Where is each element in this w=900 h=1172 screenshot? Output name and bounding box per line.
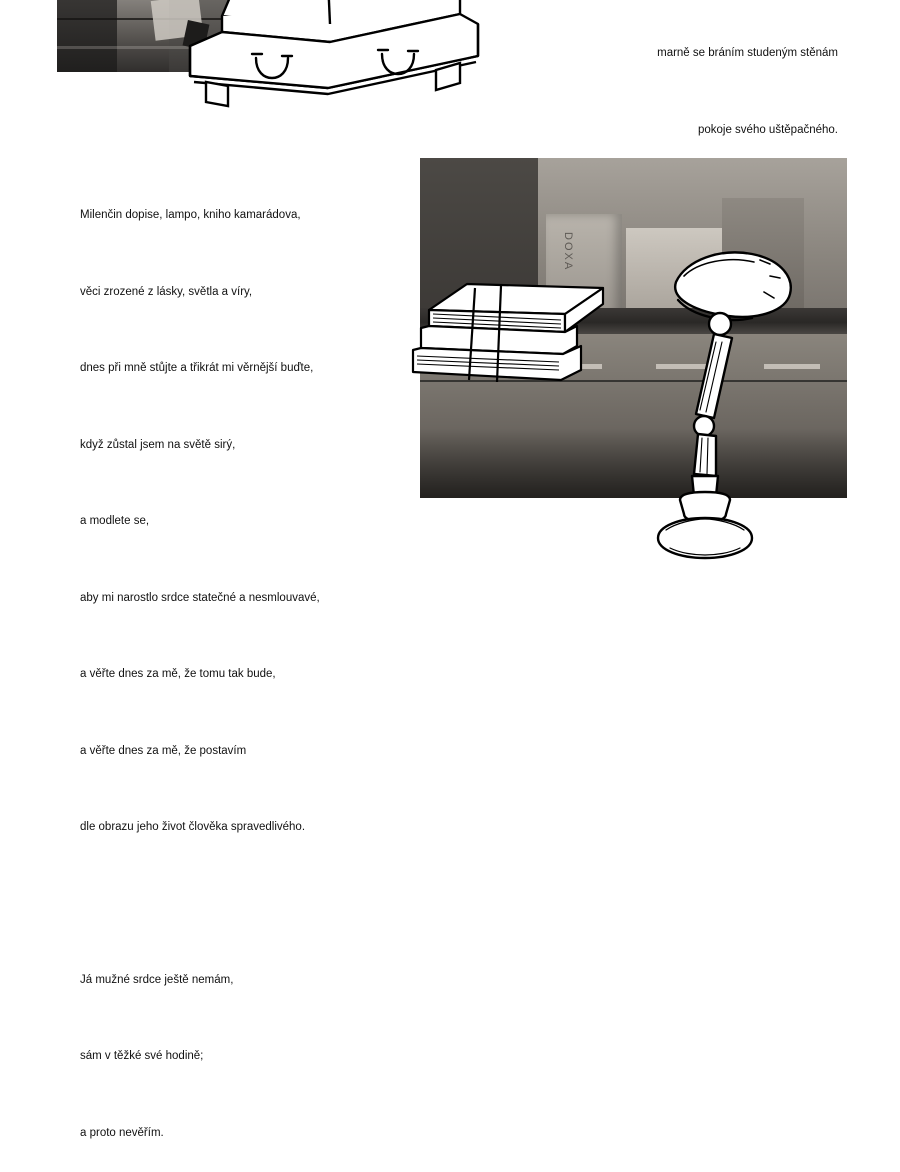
poem-line: sám v těžké své hodině;	[80, 1050, 204, 1062]
poem-line: aby mi narostlo srdce statečné a nesmlouvavé,	[80, 591, 320, 604]
coffin-drawing	[160, 0, 520, 135]
poem-line: Milenčin dopise, lampo, kniho kamarádova,	[80, 209, 301, 221]
poem-line: marně se bráním studeným stěnám	[657, 47, 838, 59]
poem-line: a proto nevěřím.	[80, 1126, 164, 1139]
poem-line: a modlete se,	[80, 515, 150, 527]
poem-line: Já mužné srdce ještě nemám,	[80, 973, 234, 986]
box-label: DOXA	[562, 232, 574, 272]
poem-line: dle obrazu jeho život člověka spravedlivého.	[80, 821, 306, 833]
stanza-separator	[80, 892, 320, 917]
books-drawing	[405, 270, 625, 410]
poem-line: když zůstal jsem na světě sirý,	[80, 438, 236, 451]
poem-main-body	[80, 152, 320, 1172]
photo-region	[57, 0, 117, 72]
lamp-drawing	[640, 238, 820, 573]
poem-line: a věřte dnes za mě, že tomu tak bude,	[80, 668, 276, 680]
poem-line: dnes při mně stůjte a třikrát mi věrnější buďte,	[80, 362, 314, 374]
poem-top-fragment	[657, 0, 838, 169]
poem-line: a věřte dnes za mě, že postavím	[80, 744, 247, 757]
poem-line: pokoje svého uštěpačného.	[697, 123, 838, 136]
poem-line: věci zrozené z lásky, světla a víry,	[80, 285, 253, 298]
